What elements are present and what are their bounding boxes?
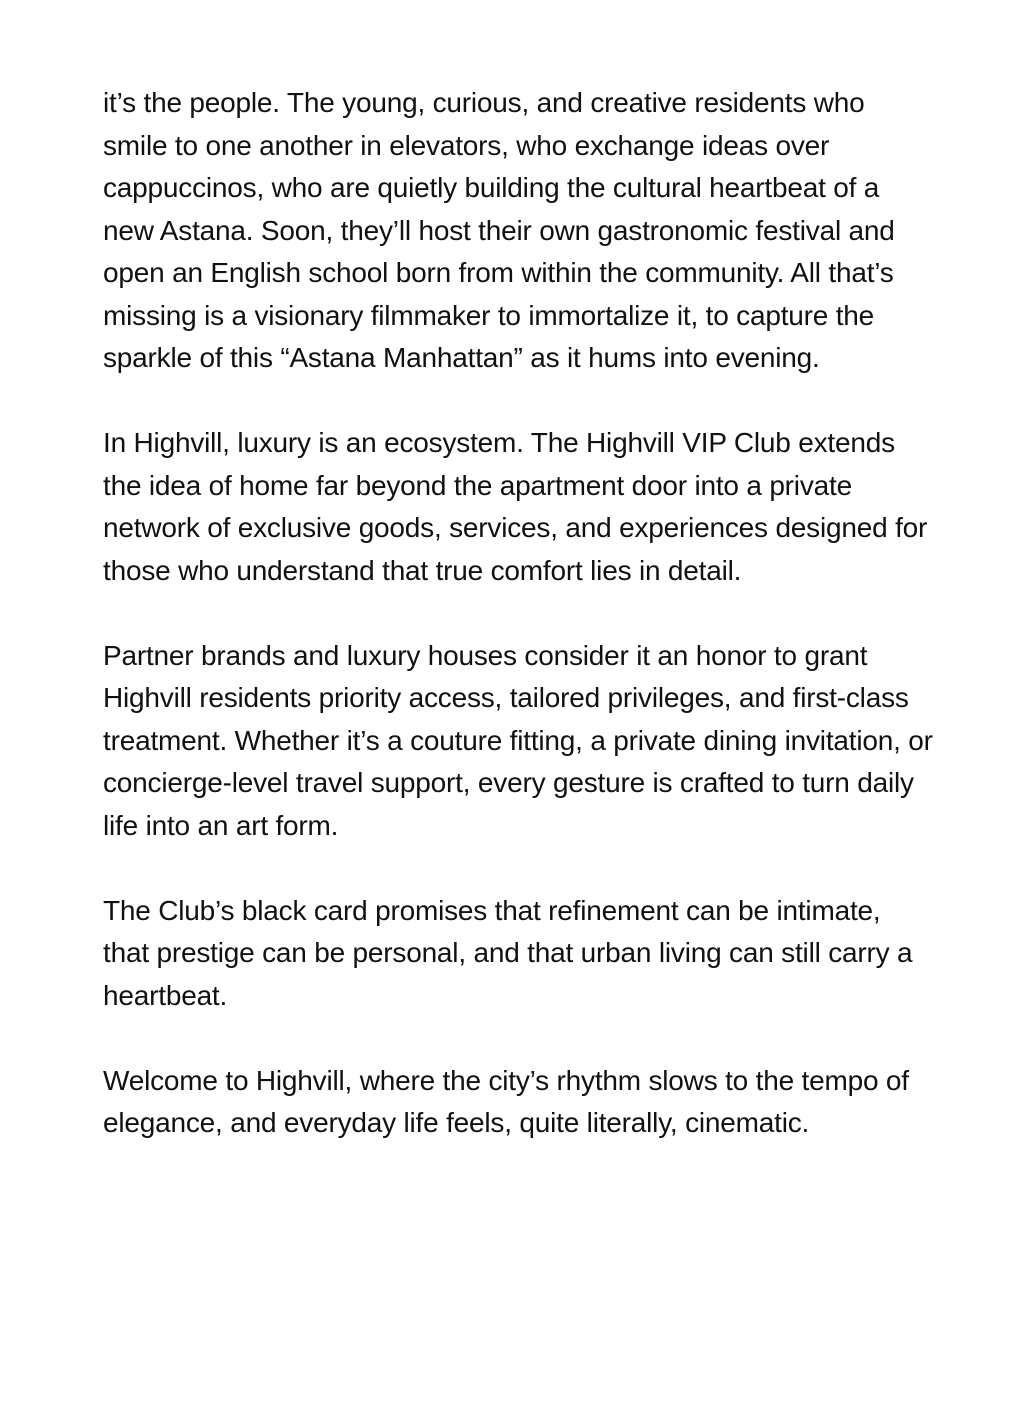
document-page: [103, 82, 933, 1145]
paragraph-black-card: The Club’s black card promises that refinement can be intimate, that prestige can be personal, and that urban living can still carry a heartbeat.: [103, 894, 913, 1011]
paragraph-vip-club: In Highvill, luxury is an ecosystem. The Highvill VIP Club extends the idea of home far beyond the apartment door into a private network of exclusive goods, services, and experiences designed for those who understand that true comfort lies in detail.: [103, 427, 928, 586]
paragraph-community: it’s the people. The young, curious, and creative residents who smile to one another in elevators, who exchange ideas over cappuccinos, who are quietly building the cultural heartbeat of a new Astana. Soon, they’ll host their own gastronomic festival and open an English school born from within the community. All that’s missing is a visionary filmmaker to immortalize it, to capture the sparkle of this “Astana Manhattan” as it hums into evening.: [103, 87, 895, 373]
paragraph-partner-brands: Partner brands and luxury houses consider it an honor to grant Highvill residents priority access, tailored privileges, and first-class treatment. Whether it’s a couture fitting, a private dining invitation, or concierge-level travel support, every gesture is crafted to turn daily life into an art form.: [103, 639, 933, 841]
paragraph-welcome: Welcome to Highvill, where the city’s rhythm slows to the tempo of elegance, and everyday life feels, quite literally, cinematic.: [103, 1064, 909, 1138]
